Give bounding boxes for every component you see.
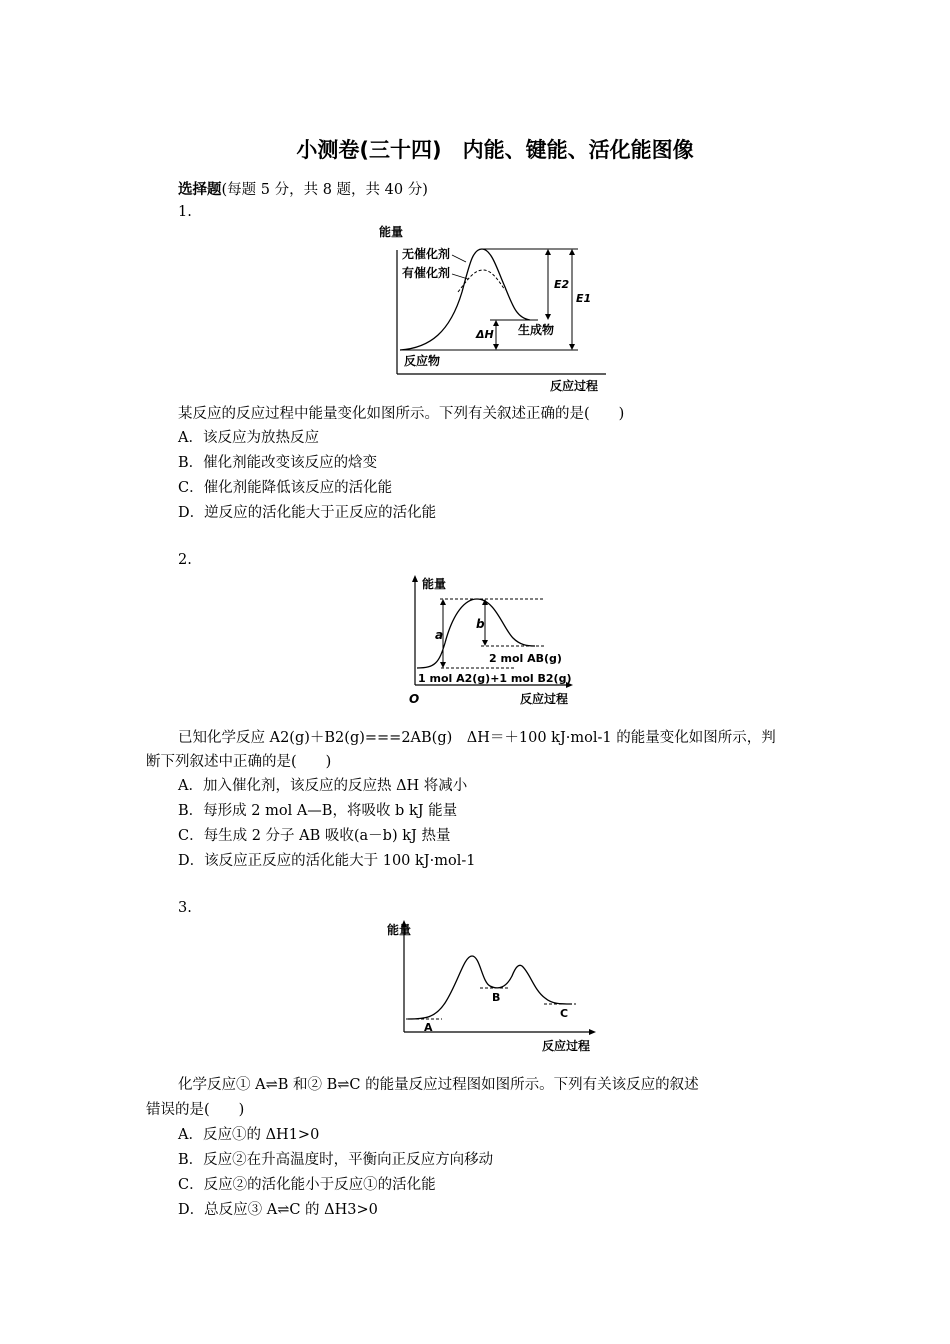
label-delta-h: ΔH: [476, 328, 494, 341]
question-1-option-c: C．催化剂能降低该反应的活化能: [178, 480, 393, 496]
label-b: b: [476, 617, 485, 631]
curve-no-catalyst: [400, 249, 530, 350]
question-1-option-b: B．催化剂能改变该反应的焓变: [178, 455, 378, 471]
label-no-catalyst: 无催化剂: [402, 247, 451, 261]
y-axis-label: 能量: [387, 923, 412, 937]
section-label: 选择题: [178, 182, 222, 198]
question-2-number: 2.: [178, 552, 192, 568]
x-axis-arrowhead: [589, 1029, 596, 1035]
question-3-option-a: A．反应①的 ΔH1>0: [178, 1127, 320, 1143]
page-title: 小测卷(三十四) 内能、键能、活化能图像: [296, 138, 694, 162]
b-arrowhead-bottom: [482, 640, 488, 646]
y-axis-arrowhead: [412, 575, 418, 582]
section-note: (每题 5 分，共 8 题，共 40 分): [221, 182, 428, 198]
label-product: 2 mol AB(g): [489, 652, 562, 665]
label-a: a: [435, 628, 444, 642]
a-arrowhead-bottom: [440, 662, 446, 668]
point-b-label: B: [492, 991, 501, 1004]
energy-curve: [408, 956, 572, 1019]
x-axis-label: 反应过程: [542, 1039, 591, 1053]
question-3-option-d: D．总反应③ A⇌C 的 ΔH3>0: [178, 1202, 378, 1218]
label-e1: E1: [576, 292, 592, 305]
question-3-number: 3.: [178, 900, 192, 916]
x-axis-label: 反应过程: [550, 379, 599, 393]
question-2-option-a: A．加入催化剂，该反应的反应热 ΔH 将减小: [178, 778, 468, 794]
question-3-option-c: C．反应②的活化能小于反应①的活化能: [178, 1177, 436, 1193]
delta-h-arrowhead-bottom: [493, 344, 499, 350]
question-1-figure: [370, 222, 610, 394]
e1-arrowhead-bottom: [569, 344, 575, 350]
section-heading: [178, 178, 428, 199]
label-e2: E2: [554, 278, 570, 291]
label-product: 生成物: [518, 323, 555, 337]
question-3-figure: [380, 918, 605, 1058]
question-3-stem-line-1: 化学反应① A⇌B 和② B⇌C 的能量反应过程图如图所示。下列有关该反应的叙述: [178, 1077, 699, 1093]
point-a-label: A: [424, 1021, 433, 1034]
y-axis-label: 能量: [379, 225, 404, 239]
question-2-option-c: C．每生成 2 分子 AB 吸收(a－b) kJ 热量: [178, 828, 451, 844]
label-reactant: 反应物: [404, 354, 441, 368]
question-2-stem-line-1: 已知化学反应 A2(g)＋B2(g)===2AB(g) ΔH＝＋100 kJ·mol-1 的能量变化如图所示，判: [178, 730, 776, 746]
question-3-stem-line-2: 错误的是( ): [146, 1102, 245, 1118]
e2-arrowhead-bottom: [545, 314, 551, 320]
question-2-stem-line-2: 断下列叙述中正确的是( ): [146, 754, 332, 770]
question-1-stem: 某反应的反应过程中能量变化如图所示。下列有关叙述正确的是( ): [178, 406, 625, 422]
question-1-number: 1.: [178, 204, 192, 220]
origin-label: O: [409, 692, 420, 706]
y-axis-label: 能量: [422, 577, 447, 591]
e1-arrowhead-top: [569, 249, 575, 255]
question-2-figure: [405, 573, 580, 713]
question-3-option-b: B．反应②在升高温度时，平衡向正反应方向移动: [178, 1152, 494, 1168]
label-reactant: 1 mol A2(g)+1 mol B2(g): [418, 672, 572, 685]
point-c-label: C: [560, 1007, 569, 1020]
x-axis-label: 反应过程: [520, 692, 569, 706]
a-arrowhead-top: [440, 599, 446, 605]
question-1-option-a: A．该反应为放热反应: [178, 430, 319, 446]
leader-line-1: [452, 255, 466, 262]
delta-h-arrowhead-top: [493, 320, 499, 326]
question-1-option-d: D．逆反应的活化能大于正反应的活化能: [178, 505, 437, 521]
e2-arrowhead-top: [545, 249, 551, 255]
question-2-option-b: B．每形成 2 mol A—B，将吸收 b kJ 能量: [178, 803, 458, 819]
question-2-option-d: D．该反应正反应的活化能大于 100 kJ·mol-1: [178, 853, 476, 869]
label-with-catalyst: 有催化剂: [402, 266, 451, 280]
